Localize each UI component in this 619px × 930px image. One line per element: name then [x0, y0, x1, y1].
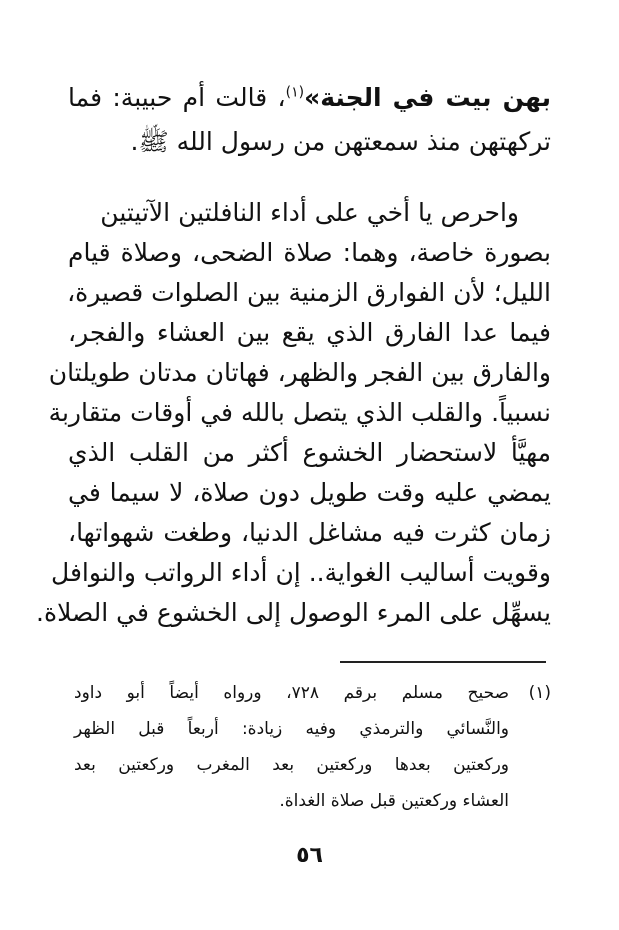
paragraph-2-line-4: فيما عدا الفارق الذي يقع بين العشاء والفجر،: [68, 318, 551, 347]
paragraph-2-line-3: الليل؛ لأن الفوارق الزمنية بين الصلوات قصيرة،: [67, 278, 551, 307]
paragraph-2-line-8: يمضي عليه وقت طويل دون صلاة، لا سيما في: [68, 478, 551, 507]
paragraph-2-line-10: وقويت أساليب الغواية.. إن أداء الرواتب والنوافل: [51, 558, 551, 587]
body-line-2: تركهتهن منذ سمعتهن من رسول الله ﷺ.: [130, 127, 551, 156]
page-number: ٥٦: [296, 843, 323, 868]
paragraph-2-line-5: والفارق بين الفجر والظهر، فهاتان مدتان طويلتان: [48, 358, 551, 387]
footnote-line-4: العشاء وركعتين قبل صلاة الغداة.: [279, 791, 509, 811]
paragraph-2-line-2: بصورة خاصة، وهما: صلاة الضحى، وصلاة قيام: [68, 238, 551, 267]
footnote-line-1: صحيح مسلم برقم ٧٢٨، ورواه أيضاً أبو داود: [74, 683, 509, 703]
paragraph-2-line-1: واحرص يا أخي على أداء النافلتين الآتيتين: [100, 198, 519, 227]
footnote-line-3: وركعتين بعدها وركعتين بعد المغرب وركعتين بعد: [74, 755, 509, 775]
footnote-divider: [340, 661, 546, 663]
footnote-line-2: والنَّسائي والترمذي وفيه زيادة: أربعاً قبل الظهر: [74, 719, 509, 739]
footnote-marker: (١): [528, 683, 551, 703]
paragraph-2-line-6: نسبياً. والقلب الذي يتصل بالله في أوقات متقاربة: [48, 398, 551, 427]
paragraph-2-line-9: زمان كثرت فيه مشاغل الدنيا، وطغت شهواتها،: [68, 518, 551, 547]
body-line-1-rest: ، قالت أم حبيبة: فما: [68, 83, 286, 112]
body-line-1: [68, 78, 551, 118]
footnote-reference: (١): [285, 84, 305, 101]
hadith-quote-end: بهن بيت في الجنة»: [304, 83, 551, 112]
paragraph-2-line-11: يسهِّل على المرء الوصول إلى الخشوع في الصلاة.: [36, 598, 551, 627]
paragraph-2-line-7: مهيَّأ لاستحضار الخشوع أكثر من القلب الذي: [68, 438, 551, 467]
